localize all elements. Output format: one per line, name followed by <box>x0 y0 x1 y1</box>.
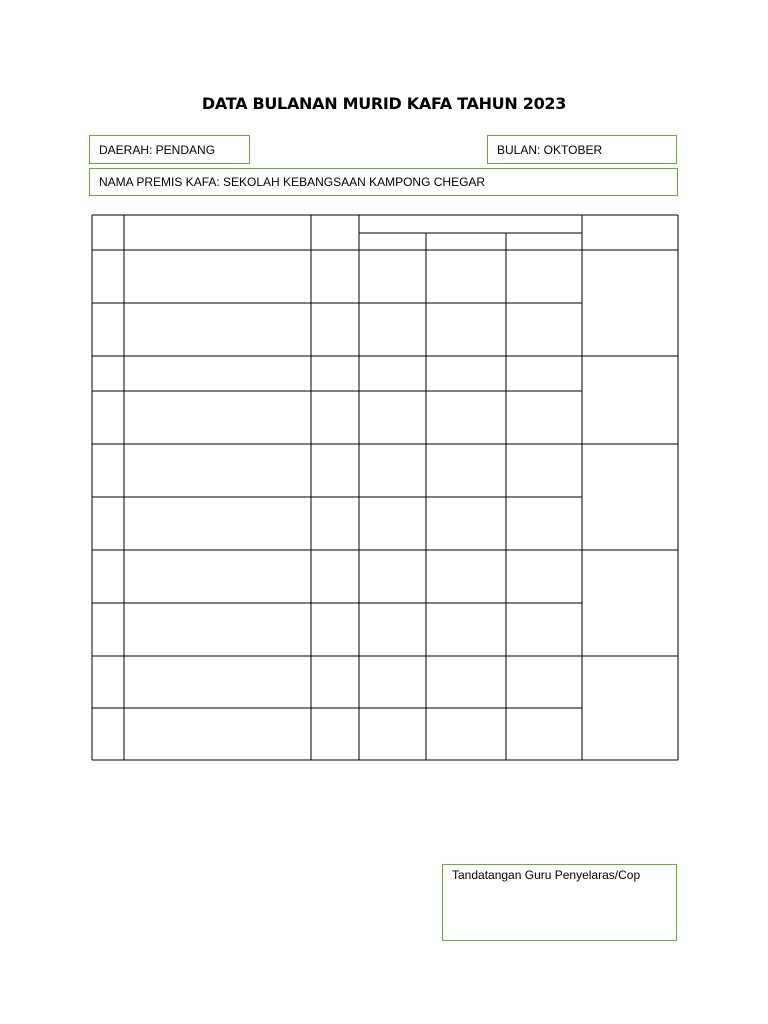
table-grid <box>92 215 678 760</box>
daerah-label: DAERAH: PENDANG <box>99 142 216 157</box>
page-title: DATA BULANAN MURID KAFA TAHUN 2023 <box>201 94 567 113</box>
signature-label: Tandatangan Guru Penyelaras/Cop <box>452 868 641 882</box>
signature-box <box>442 864 677 941</box>
premis-label: NAMA PREMIS KAFA: SEKOLAH KEBANGSAAN KAMPONG CHEGAR <box>99 175 486 189</box>
bulan-label: BULAN: OKTOBER <box>497 142 603 157</box>
